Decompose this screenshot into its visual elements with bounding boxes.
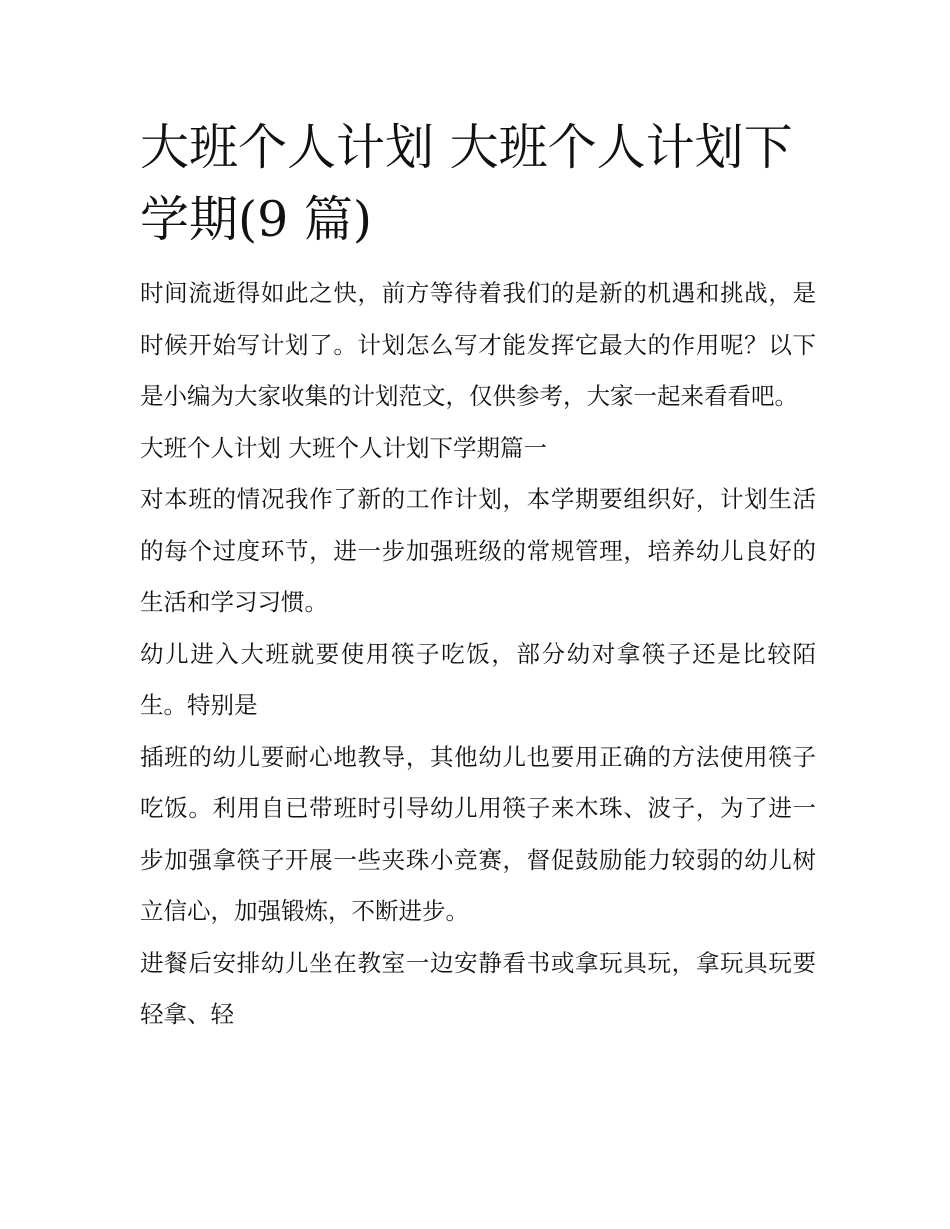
section-heading: 大班个人计划 大班个人计划下学期篇一 (140, 433, 547, 462)
paragraph-plan: 对本班的情况我作了新的工作计划，本学期要组织好，计划生活的每个过度环节，进一步加强班级的常规管理，培养幼儿良好的生活和学习习惯。 (140, 485, 816, 616)
document-body (140, 112, 816, 1041)
paragraph-chopsticks: 幼儿进入大班就要使用筷子吃饭，部分幼对拿筷子还是比较陌生。特别是 (140, 639, 816, 719)
paragraph-after-meal: 进餐后安排幼儿坐在教室一边安静看书或拿玩具玩，拿玩具玩要轻拿、轻 (140, 948, 816, 1028)
paragraph-teaching: 插班的幼儿要耐心地教导，其他幼儿也要用正确的方法使用筷子吃饭。利用自已带班时引导幼儿用筷子来木珠、波子，为了进一步加强拿筷子开展一些夹珠小竞赛，督促鼓励能力较弱的幼儿树立信心，加强锻炼，不断进步。 (140, 742, 816, 925)
document-title: 大班个人计划 大班个人计划下学期(9 篇) (140, 119, 793, 248)
paragraph-intro: 时间流逝得如此之快，前方等待着我们的是新的机遇和挑战，是时候开始写计划了。计划怎么写才能发挥它最大的作用呢？以下是小编为大家收集的计划范文，仅供参考，大家一起来看看吧。 (140, 279, 816, 410)
